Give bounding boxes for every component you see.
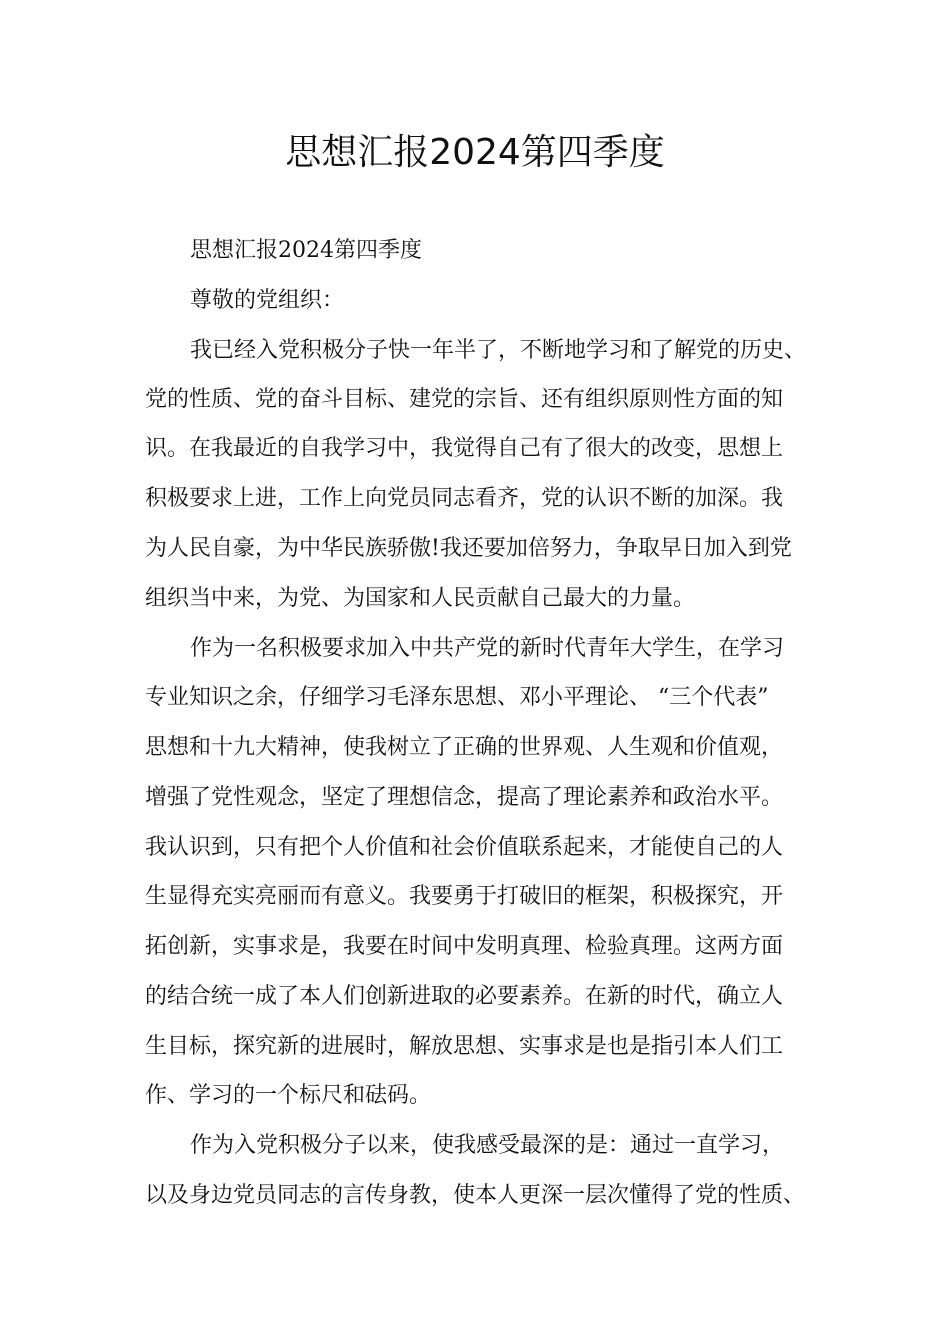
paragraph-1-line-5: 为人民自豪，为中华民族骄傲!我还要加倍努力，争取早日加入到党 [145, 536, 792, 561]
paragraph-2-line-5: 我认识到，只有把个人价值和社会价值联系起来，才能使自己的人 [145, 835, 784, 860]
salutation-line: 尊敬的党组织： [190, 288, 345, 313]
paragraph-2-line-2: 专业知识之余，仔细学习毛泽东思想、邓小平理论、 “三个代表” [145, 685, 769, 710]
paragraph-3-line-2: 以及身边党员同志的言传身教，使本人更深一层次懂得了党的性质、 [145, 1183, 806, 1208]
paragraph-2-line-8: 的结合统一成了本人们创新进取的必要素养。在新的时代，确立人 [145, 984, 784, 1009]
paragraph-2-line-7: 拓创新，实事求是，我要在时间中发明真理、检验真理。这两方面 [145, 934, 784, 959]
paragraph-1-line-6: 组织当中来，为党、为国家和人民贡献自己最大的力量。 [145, 586, 696, 611]
paragraph-2-line-1: 作为一名积极要求加入中共产党的新时代青年大学生，在学习 [190, 636, 785, 661]
paragraph-2-line-3: 思想和十九大精神，使我树立了正确的世界观、人生观和价值观， [145, 735, 784, 760]
paragraph-2-line-10: 作、学习的一个标尺和砝码。 [145, 1083, 432, 1108]
paragraph-1-line-3: 识。在我最近的自我学习中，我觉得自己有了很大的改变，思想上 [145, 436, 784, 461]
paragraph-3-line-1: 作为入党积极分子以来，使我感受最深的是：通过一直学习， [190, 1133, 785, 1158]
paragraph-2-line-6: 生显得充实亮丽而有意义。我要勇于打破旧的框架，积极探究，开 [145, 884, 784, 909]
document-title: 思想汇报2024第四季度 [285, 132, 665, 173]
subtitle-line: 思想汇报2024第四季度 [190, 238, 422, 263]
paragraph-1-line-1: 我已经入党积极分子快一年半了，不断地学习和了解党的历史、 [190, 338, 807, 363]
paragraph-2-line-4: 增强了党性观念，坚定了理想信念，提高了理论素养和政治水平。 [145, 785, 784, 810]
paragraph-1-line-4: 积极要求上进，工作上向党员同志看齐，党的认识不断的加深。我 [145, 486, 784, 511]
paragraph-2-line-9: 生目标，探究新的进展时，解放思想、实事求是也是指引本人们工 [145, 1034, 784, 1059]
paragraph-1-line-2: 党的性质、党的奋斗目标、建党的宗旨、还有组织原则性方面的知 [145, 387, 784, 412]
